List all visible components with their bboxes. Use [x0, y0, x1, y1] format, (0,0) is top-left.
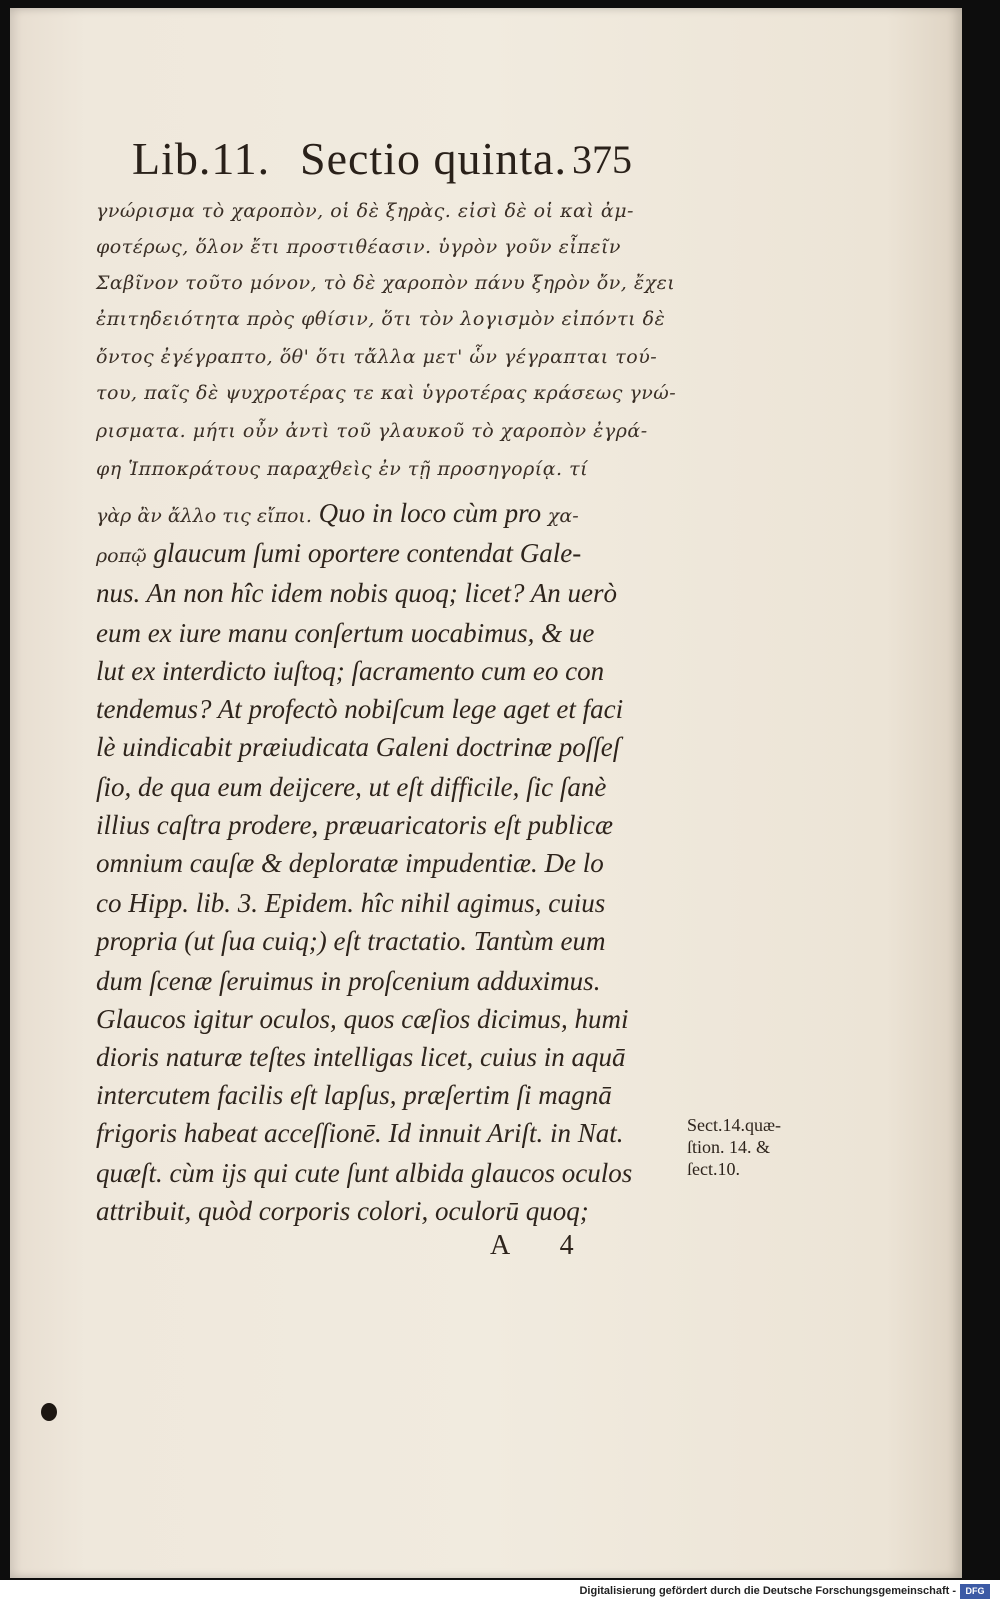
- text-line: lut ex interdicto iuſtoq; ſacramento cum eo con: [96, 656, 605, 686]
- text-line: omnium cauſæ & deploratæ impudentiæ. De lo: [96, 848, 604, 878]
- text-line: co Hipp. lib. 3. Epidem. hîc nihil agimus, cuius: [96, 888, 606, 918]
- text-line: Σαβῖνον τοῦτο μόνον, τὸ δὲ χαροπὸν πάνυ ξηρὸν ὄν, ἔχει: [96, 272, 676, 294]
- text-line: eum ex iure manu conſertum uocabimus, & ue: [96, 618, 595, 648]
- text-line: frigoris habeat acceſſionē. Id innuit Ariſt. in Nat.: [96, 1118, 624, 1148]
- text-line: φοτέρως, ὅλον ἔτι προστιθέασιν. ὑγρὸν γοῦν εἶπεῖν: [96, 236, 621, 258]
- text-line: ἐπιτηδειότητα πρὸς φθίσιν, ὅτι τὸν λογισμὸν εἰπόντι δὲ: [96, 308, 666, 330]
- text-line: dioris naturæ teſtes intelligas licet, cuius in aquā: [96, 1042, 626, 1072]
- ink-stain: [41, 1403, 57, 1421]
- text-line: tendemus? At profectò nobiſcum lege aget et faci: [96, 694, 624, 724]
- dfg-logo: DFG: [960, 1584, 990, 1599]
- text-line: ſio, de qua eum deijcere, ut eſt difficile, ſic ſanè: [96, 772, 607, 802]
- section-title: Sectio quinta.: [300, 133, 567, 184]
- latin-text: Quo in loco cùm pro: [311, 498, 548, 528]
- margin-note-line: Sect.14.quæ-: [687, 1115, 781, 1135]
- credit-text: Digitalisierung gefördert durch die Deutsche Forschungsgemeinschaft -: [579, 1585, 956, 1597]
- signature-mark: A 4: [490, 1230, 596, 1261]
- text-line: του, παῖς δὲ ψυχροτέρας τε καὶ ὑγροτέρας κράσεως γνώ-: [96, 382, 677, 404]
- margin-note-line: ſtion. 14. &: [687, 1137, 771, 1157]
- credit-bar: [0, 1580, 1000, 1605]
- text-line: [96, 498, 579, 529]
- greek-text: ροπῷ: [96, 545, 147, 567]
- book-number: Lib.11.: [132, 133, 271, 184]
- text-line: Glaucos igitur oculos, quos cæſios dicimus, humi: [96, 1004, 629, 1034]
- text-line: [96, 538, 581, 569]
- margin-note: [687, 1114, 787, 1180]
- text-line: lè uindicabit præiudicata Galeni doctrinæ poſſeſ: [96, 732, 621, 762]
- text-line: propria (ut ſua cuiq;) eſt tractatio. Tantùm eum: [96, 926, 606, 956]
- text-line: attribuit, quòd corporis colori, oculorū quoq;: [96, 1196, 589, 1226]
- text-line: intercutem facilis eſt lapſus, præſertim ſi magnā: [96, 1080, 612, 1110]
- text-line: dum ſcenæ ſeruimus in proſcenium adduximus.: [96, 966, 601, 996]
- running-header: [132, 132, 672, 192]
- latin-text: glaucum ſumi oportere contendat Gale-: [146, 538, 582, 568]
- greek-text: χα-: [547, 505, 579, 527]
- text-line: ρισματα. μήτι οὖν ἀντὶ τοῦ γλαυκοῦ τὸ χαροπὸν ἐγρά-: [96, 420, 648, 442]
- margin-note-line: ſect.10.: [687, 1159, 740, 1179]
- text-line: ὄντος ἐγέγραπτο, ὅθ' ὅτι τἄλλα μετ' ὧν γέγραπται τού-: [96, 346, 658, 368]
- text-line: nus. An non hîc idem nobis quoq; licet? An uerò: [96, 578, 617, 608]
- greek-text: γὰρ ἂν ἄλλο τις εἴποι.: [96, 505, 312, 527]
- page-number: 375: [572, 137, 632, 182]
- text-line: illius caſtra prodere, præuaricatoris eſt publicæ: [96, 810, 613, 840]
- book-page: [10, 8, 962, 1578]
- text-line: φη Ἱπποκράτους παραχθεὶς ἐν τῇ προσηγορίᾳ. τί: [96, 458, 589, 480]
- text-line: quæſt. cùm ijs qui cute ſunt albida glaucos oculos: [96, 1158, 633, 1188]
- text-line: γνώρισμα τὸ χαροπὸν, οἱ δὲ ξηρὰς. εἰσὶ δὲ οἱ καὶ ἀμ-: [96, 200, 634, 222]
